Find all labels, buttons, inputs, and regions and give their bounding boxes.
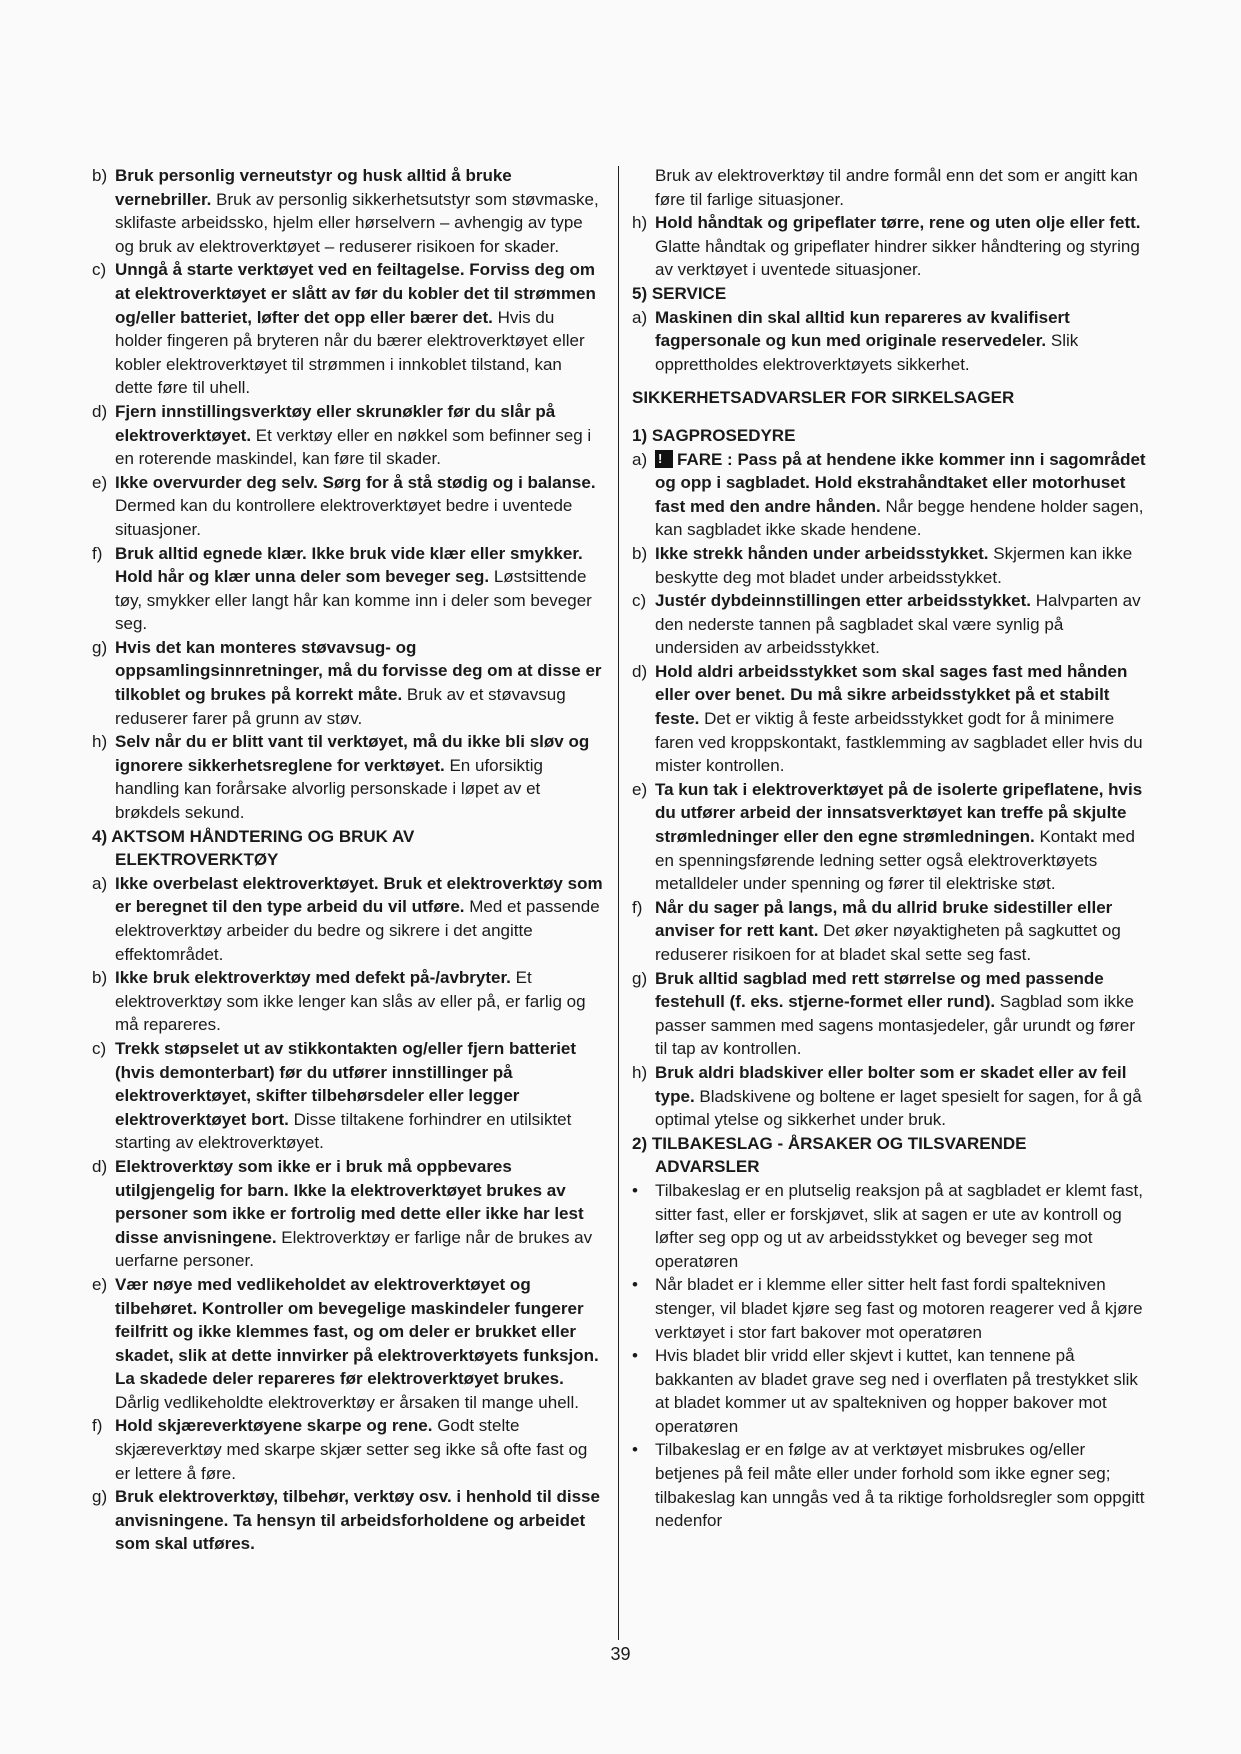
section-heading: 1) SAGPROSEDYRE <box>632 425 796 445</box>
right-column <box>632 164 1152 1533</box>
list-item: g) Bruk elektroverktøy, tilbehør, verktøy osv. i henhold til disse anvisningene. Ta hensyn til arbeidsforholdene og arbeidet som skal utføres. <box>92 1487 600 1554</box>
list-item: b) Ikke bruk elektroverktøy med defekt på-/avbryter. Et elektroverktøy som ikke lenger kan slås av eller på, er farlig og må repareres. <box>92 968 586 1035</box>
list-item: f) Hold skjæreverktøyene skarpe og rene. Godt stelte skjæreverktøy med skarpe skjær setter seg ikke så ofte fast og er lettere å føre. <box>92 1416 588 1483</box>
list-item: h) Hold håndtak og gripeflater tørre, rene og uten olje eller fett. Glatte håndtak og gripeflater hindrer sikker håndtering og styring av verktøyet i uventede situasjoner. <box>632 213 1141 280</box>
section-heading: 4) AKTSOM HÅNDTERING OG BRUK AV <box>92 826 415 846</box>
left-column <box>92 164 604 1556</box>
list-item: e) Ta kun tak i elektroverktøyet på de isolerte gripeflatene, hvis du utfører arbeid der innsatsverktøyet kan treffe på skjulte strømledninger eller den egne strømledningen. Kontakt med en spenningsførende ledning setter også elektroverktøyets metalldeler under spenning og fører til elektriske støt. <box>632 779 1143 894</box>
list-item: h) Selv når du er blitt vant til verktøyet, må du ikke bli sløv og ignorere sikkerhetsreglene for verktøyet. En uforsiktig handling kan forårsake alvorlig personskade i løpet av et brøkdels sekund. <box>92 732 590 823</box>
list-item: h) Bruk aldri bladskiver eller bolter som er skadet eller av feil type. Bladskivene og boltene er laget spesielt for sagen, for å gå optimal ytelse og sikkerhet under bruk. <box>632 1062 1142 1130</box>
section-heading-cont: ADVARSLER <box>655 1157 760 1177</box>
list-item: d) Fjern innstillingsverktøy eller skrunøkler før du slår på elektroverktøyet. Et verktøy eller en nøkkel som befinner seg i en roterende maskindel, kan føre til skader. <box>92 401 592 469</box>
list-item: c) Justér dybdeinnstillingen etter arbeidsstykket. Halvparten av den nederste tannen på sagbladet skal være synlig på undersiden av arbeidsstykket. <box>632 591 1141 658</box>
list-item: f) Når du sager på langs, må du allrid bruke sidestiller eller anviser for rett kant. Det øker nøyaktigheten på sagkuttet og reduserer risikoen for at bladet skal sette seg fast. <box>632 897 1121 964</box>
list-item: a) ! FARE : Pass på at hendene ikke kommer inn i sagområdet og opp i sagbladet. Hold ekstrahåndtaket eller motorhuset fast med den andre hånden. Når begge hendene holder sagen, kan sagbladet ikke skade hendene. <box>632 449 1146 540</box>
list-item: c) Trekk støpselet ut av stikkontakten og/eller fjern batteriet (hvis demonterbart) før du utfører innstillinger på elektroverktøyet, skifter tilbehørsdeler eller legger elektroverktøyet bort. Disse tiltakene forhindrer en utilsiktet starting av elektroverktøyet. <box>92 1038 577 1153</box>
section-heading-cont: ELEKTROVERKTØY <box>115 850 279 870</box>
warning-icon: ! <box>655 450 673 468</box>
list-item: a) Ikke overbelast elektroverktøyet. Bruk et elektroverktøy som er beregnet til den type arbeid du vil utføre. Med et passende elektroverktøy arbeider du bedre og sikrere i det angitte effektområdet. <box>92 873 603 964</box>
list-item: d) Hold aldri arbeidsstykket som skal sages fast med hånden eller over benet. Du må sikre arbeidsstykket på et stabilt feste. Det er viktig å feste arbeidsstykket godt for å minimere faren ved kroppskontakt, fastklemming av sagbladet eller hvis du mister kontrollen. <box>632 661 1143 776</box>
continued-text: Bruk av elektroverktøy til andre formål enn det som er angitt kan føre til farlige situasjoner. <box>655 166 1138 209</box>
page-number: 39 <box>610 1644 631 1664</box>
bullet-item: • Når bladet er i klemme eller sitter helt fast fordi spaltekniven stenger, vil bladet kjøre seg fast og motoren reagerer ved å kjøre verktøyet i stor fart bakover mot operatøren <box>632 1275 1143 1342</box>
main-heading: SIKKERHETSADVARSLER FOR SIRKELSAGER <box>632 388 1015 408</box>
list-item: f) Bruk alltid egnede klær. Ikke bruk vide klær eller smykker. Hold hår og klær unna deler som beveger seg. Løstsittende tøy, smykker eller langt hår kan komme inn i deler som beveger seg. <box>92 543 592 634</box>
list-item: c) Unngå å starte verktøyet ved en feiltagelse. Forviss deg om at elektroverktøyet er slått av før du kobler det til strømmen og/eller batteriet, løfter det opp eller bærer det. Hvis du holder fingeren på bryteren når du bærer elektroverktøyet eller kobler elektroverktøyet til strømmen i innkoblet tilstand, kan dette føre til uhell. <box>92 260 596 398</box>
list-item: b) Ikke strekk hånden under arbeidsstykket. Skjermen kan ikke beskytte deg mot bladet under arbeidsstykket. <box>632 543 1133 587</box>
bullet-item: • Tilbakeslag er en plutselig reaksjon på at sagbladet er klemt fast, sitter fast, eller er forskjøvet, slik at sagen er ute av kontroll og løfter seg opp og ut av arbeidsstykket og beveger seg mot operatøren <box>632 1180 1143 1271</box>
list-item: e) Ikke overvurder deg selv. Sørg for å stå stødig og i balanse. Dermed kan du kontrollere elektroverktøyet bedre i uventede situasjoner. <box>92 472 596 539</box>
list-item: d) Elektroverktøy som ikke er i bruk må oppbevares utilgjengelig for barn. Ikke la elektroverktøyet brukes av personer som ikke er fortrolig med dette eller ikke har lest disse anvisningene. Elektroverktøy er farlige når de brukes av uerfarne personer. <box>92 1156 593 1271</box>
list-item: b) Bruk personlig verneutstyr og husk alltid å bruke vernebriller. Bruk av personlig sikkerhetsutstyr som støvmaske, sklifaste arbeidssko, hjelm eller hørselvern – avhengig av type og bruk av elektroverktøyet – reduserer risikoen for skader. <box>92 166 599 256</box>
bullet-item: • Hvis bladet blir vridd eller skjevt i kuttet, kan tennene på bakkanten av bladet grave seg ned i overflaten på trestykket slik at bladet kommer ut av spaltekniven og hopper bakover mot operatøren <box>632 1346 1138 1436</box>
section-heading: 5) SERVICE <box>632 283 727 303</box>
list-item: g) Hvis det kan monteres støvavsug- og oppsamlingsinnretninger, må du forvisse deg om at disse er tilkoblet og brukes på korrekt måte. Bruk av et støvavsug reduserer farer på grunn av støv. <box>92 637 602 728</box>
list-item: e) Vær nøye med vedlikeholdet av elektroverktøyet og tilbehøret. Kontroller om bevegelige maskindeler fungerer feilfritt og ikke klemmes fast, og om deler er brukket eller skadet, slik at dette innvirker på elektroverktøyets funksjon. La skadede deler repareres før elektroverktøyet brukes. Dårlig vedlikeholdte elektroverktøy er årsaken til mange uhell. <box>92 1274 599 1412</box>
list-item: a) Maskinen din skal alltid kun repareres av kvalifisert fagpersonale og kun med originale reservedeler. Slik opprettholdes elektroverktøyets sikkerhet. <box>632 307 1079 374</box>
section-heading: 2) TILBAKESLAG - ÅRSAKER OG TILSVARENDE <box>632 1133 1027 1153</box>
bullet-item: • Tilbakeslag er en følge av at verktøyet misbrukes og/eller betjenes på feil måte eller under forhold som ikke egner seg; tilbakeslag kan unngås ved å ta riktige forholdsregler som oppgitt nedenfor <box>632 1440 1145 1531</box>
list-item: g) Bruk alltid sagblad med rett størrelse og med passende festehull (f. eks. stjerne-formet eller rund). Sagblad som ikke passer sammen med sagens montasjedeler, går urundt og fører til tap av kontrollen. <box>632 968 1136 1059</box>
column-divider <box>618 166 619 1640</box>
